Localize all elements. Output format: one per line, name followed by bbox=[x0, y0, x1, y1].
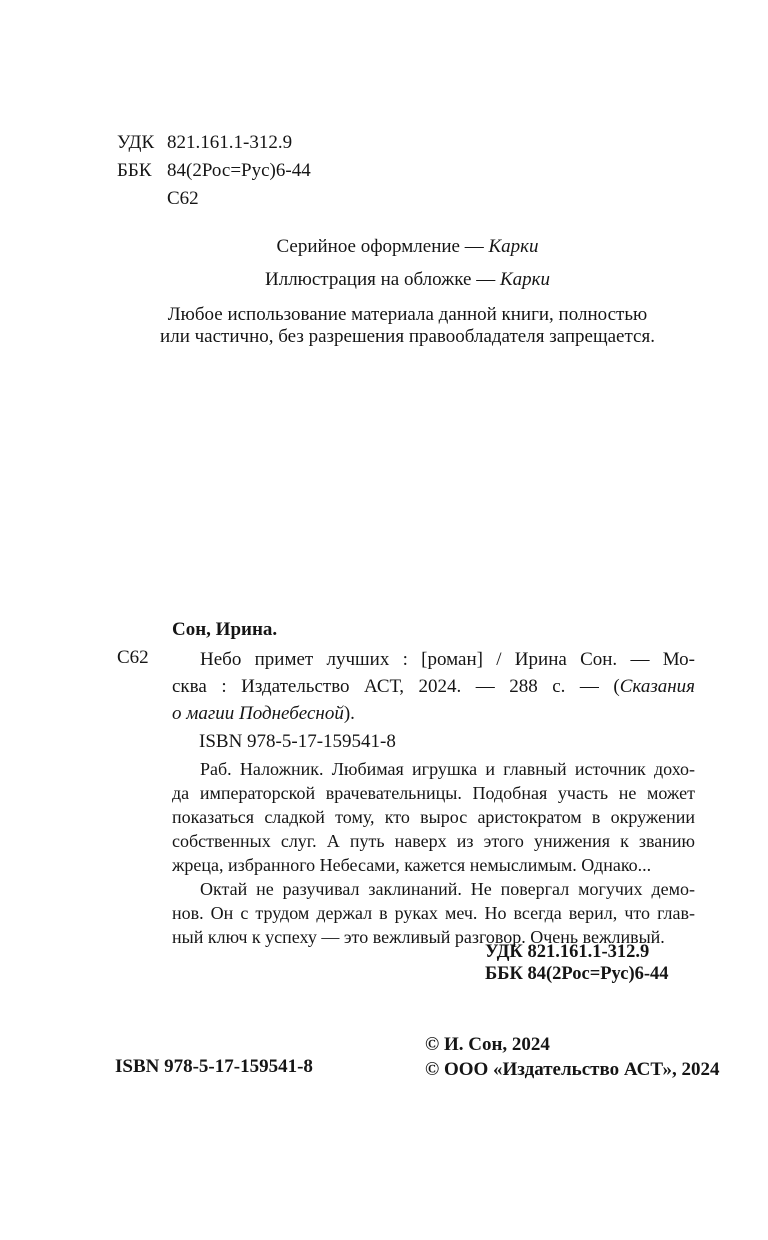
annotation bbox=[172, 757, 695, 949]
series-title-part1: Сказания bbox=[619, 676, 695, 697]
series-designer-name: Карки bbox=[488, 236, 539, 257]
catalog-description-line1: Небо примет лучших : [роман] / Ирина Сон. — Мо- bbox=[200, 649, 695, 670]
bottom-bibliographic-codes bbox=[485, 941, 669, 985]
annotation-p2-line: ный ключ к успеху — это вежливый разговор. Очень вежливый. bbox=[172, 927, 665, 947]
bottom-udk: УДК 821.161.1-312.9 bbox=[485, 942, 650, 962]
catalog-description-line3 bbox=[172, 700, 695, 727]
udk-value: 821.161.1-312.9 bbox=[167, 132, 293, 153]
catalog-author: Сон, Ирина. bbox=[172, 619, 278, 640]
bottom-bbk: ББК 84(2Рос=Рус)6-44 bbox=[485, 964, 669, 984]
copyright-author: © И. Сон, 2024 bbox=[425, 1034, 550, 1055]
series-design-prefix: Серийное оформление — bbox=[276, 236, 489, 257]
cover-illustrator-name: Карки bbox=[499, 269, 550, 290]
catalog-author-sign: С62 bbox=[117, 647, 149, 668]
annotation-p2-line: нов. Он с трудом держал в руках меч. Но всегда верил, что глав- bbox=[172, 903, 695, 923]
annotation-p2-line: Октай не разучивал заклинаний. Не повергал могучих демо- bbox=[200, 879, 695, 899]
top-bibliographic-codes bbox=[117, 129, 311, 213]
catalog-description-line2-roman: сква : Издательство АСТ, 2024. — 288 с. — ( bbox=[172, 676, 620, 697]
annotation-p1-line: жреца, избранного Небесами, кажется немыслимым. Однако... bbox=[172, 855, 652, 875]
annotation-p1-line: да императорской врачевательницы. Подобная участь не может bbox=[172, 783, 695, 803]
author-sign: С62 bbox=[167, 188, 199, 209]
rights-notice-line2: или частично, без разрешения правообладателя запрещается. bbox=[160, 326, 655, 347]
annotation-p1-line: показаться сладкой тому, кто вырос аристократом в окружении bbox=[172, 807, 695, 827]
catalog-description-line2 bbox=[172, 673, 695, 700]
series-design-credit bbox=[117, 236, 698, 257]
cover-illustration-prefix: Иллюстрация на обложке — bbox=[265, 269, 500, 290]
rights-notice bbox=[117, 304, 698, 348]
catalog-isbn: ISBN 978-5-17-159541-8 bbox=[199, 731, 396, 752]
udk-label: УДК bbox=[117, 132, 155, 153]
bbk-row bbox=[117, 157, 311, 185]
copyright-block bbox=[425, 1032, 720, 1082]
catalog-description-line3-roman: ). bbox=[343, 703, 355, 724]
cover-illustration-credit bbox=[117, 269, 698, 290]
rights-notice-line1: Любое использование материала данной книги, полностью bbox=[167, 304, 648, 325]
annotation-p1-line: Раб. Наложник. Любимая игрушка и главный источник дохо- bbox=[200, 759, 695, 779]
footer-isbn: ISBN 978-5-17-159541-8 bbox=[115, 1056, 313, 1077]
series-title-part2: о магии Поднебесной bbox=[172, 703, 344, 724]
catalog-description bbox=[172, 646, 695, 727]
design-credits bbox=[117, 236, 698, 302]
bbk-value: 84(2Рос=Рус)6-44 bbox=[167, 160, 311, 181]
annotation-p1-line: собственных слуг. А путь наверх из этого унижения к званию bbox=[172, 831, 695, 851]
author-sign-spacer bbox=[117, 185, 167, 213]
bbk-label: ББК bbox=[117, 160, 152, 181]
copyright-publisher: © ООО «Издательство АСТ», 2024 bbox=[425, 1059, 720, 1080]
udk-row bbox=[117, 129, 311, 157]
author-sign-row bbox=[117, 185, 311, 213]
